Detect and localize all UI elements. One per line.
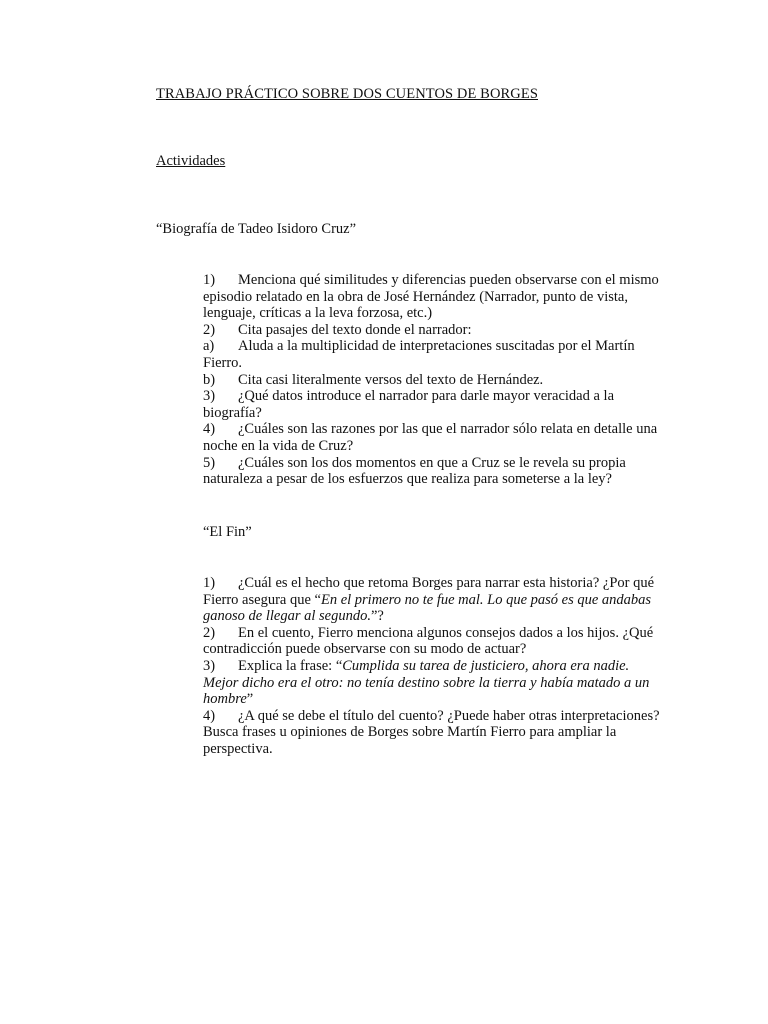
- list-item: [203, 338, 663, 371]
- item-text: ¿Cuál es el hecho que retoma Borges para narrar esta historia? ¿Por qué Fierro asegura que “: [203, 575, 655, 608]
- item-text: En el cuento, Fierro menciona algunos consejos dados a los hijos. ¿Qué contradicción puede observarse con su modo de actuar?: [203, 624, 654, 658]
- list-item: [203, 322, 663, 339]
- story-title-biografia: “Biografía de Tadeo Isidoro Cruz”: [156, 221, 357, 237]
- list-item: [203, 625, 663, 658]
- item-text-end: ”?: [370, 608, 384, 625]
- item-text: Aluda a la multiplicidad de interpretaciones suscitadas por el Martín Fierro.: [203, 338, 635, 371]
- list-item: [203, 455, 663, 488]
- item-quote: Cumplida su tarea de justiciero, ahora era nadie. Mejor dicho era el otro: no tenía destino sobre la tierra y había matado a un hombre: [203, 657, 650, 708]
- item-number: 1): [203, 272, 216, 288]
- list-item: [203, 575, 663, 625]
- item-number: 2): [203, 624, 216, 641]
- item-text-end: ”: [246, 691, 254, 708]
- item-number: 4): [203, 421, 216, 438]
- document-title: TRABAJO PRÁCTICO SOBRE DOS CUENTOS DE BORGES: [156, 86, 538, 102]
- question-list-biografia: [203, 272, 663, 488]
- item-text: Cita casi literalmente versos del texto de Hernández.: [238, 371, 544, 388]
- item-number: 2): [203, 321, 216, 338]
- item-text: ¿Qué datos introduce el narrador para darle mayor veracidad a la biografía?: [203, 388, 615, 421]
- item-text: ¿A qué se debe el título del cuento? ¿Puede haber otras interpretaciones? Busca frases u opiniones de Borges sobre Martín Fierro para ampliar la perspectiva.: [203, 707, 660, 757]
- list-item: [203, 372, 663, 389]
- item-number: 3): [203, 388, 216, 405]
- item-number: 4): [203, 707, 216, 724]
- section-heading-actividades: Actividades: [156, 153, 226, 169]
- question-list-el-fin: [203, 575, 663, 758]
- item-number: 5): [203, 454, 216, 471]
- story-title-el-fin: “El Fin”: [203, 524, 252, 540]
- item-text: Menciona qué similitudes y diferencias pueden observarse con el mismo episodio relatado en la obra de José Hernández (Narrador, punto de vista, lenguaje, críticas a la leva forzosa, etc.): [203, 272, 659, 322]
- list-item: [203, 658, 663, 708]
- item-quote: En el primero no te fue mal. Lo que pasó es que andabas ganoso de llegar al segundo.: [203, 591, 652, 625]
- item-number: b): [203, 371, 216, 388]
- item-number: a): [203, 338, 215, 355]
- item-number: 1): [203, 575, 216, 591]
- list-item: [203, 708, 663, 758]
- item-text: ¿Cuáles son los dos momentos en que a Cruz se le revela su propia naturaleza a pesar de los esfuerzos que realiza para someterse a la ley?: [203, 454, 626, 488]
- item-text: ¿Cuáles son las razones por las que el narrador sólo relata en detalle una noche en la vida de Cruz?: [203, 421, 658, 454]
- list-item: [203, 388, 663, 421]
- item-number: 3): [203, 657, 216, 674]
- list-item: [203, 272, 663, 322]
- list-item: [203, 421, 663, 454]
- item-text: Cita pasajes del texto donde el narrador:: [238, 321, 472, 338]
- item-text: Explica la frase: “: [238, 657, 343, 674]
